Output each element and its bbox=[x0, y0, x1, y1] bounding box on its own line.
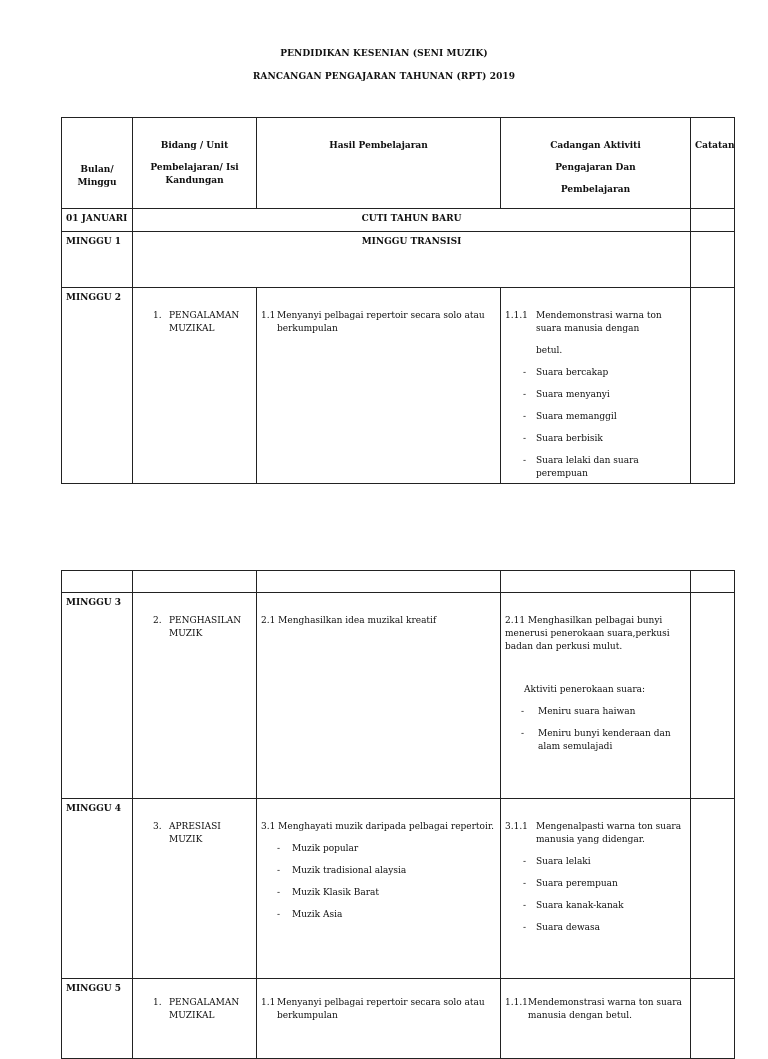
table-blank-row bbox=[62, 571, 735, 593]
holiday-note: CUTI TAHUN BARU bbox=[133, 209, 691, 232]
list-item: - Suara lelaki bbox=[523, 857, 591, 867]
catatan-cell bbox=[691, 232, 735, 288]
list-item: - Muzik popular bbox=[277, 844, 359, 854]
catatan-cell bbox=[691, 593, 735, 799]
list-item: - Meniru bunyi kenderaan dan alam semulajadi bbox=[521, 729, 671, 752]
header-hasil-pembelajaran: Hasil Pembelajaran bbox=[257, 118, 501, 209]
list-item: - Suara menyanyi bbox=[523, 390, 610, 400]
catatan-cell bbox=[691, 209, 735, 232]
rpt-table-page-2 bbox=[61, 570, 735, 1059]
list-item: - Suara lelaki dan suara perempuan bbox=[523, 456, 639, 479]
list-item: - Suara dewasa bbox=[523, 923, 600, 933]
unit-cell: 3. APRESIASI MUZIK bbox=[133, 799, 257, 979]
hasil-cell: 2.1 Menghasilkan idea muzikal kreatif bbox=[257, 593, 501, 799]
rpt-table-page-1 bbox=[61, 117, 735, 484]
aktiviti-cell: 1.1.1 Mendemonstrasi warna ton suara manusia dengan betul. - Suara bercakap - Suara menyanyi - Suara memanggil - Suara berbisik - Suara lelaki dan suara perempuan bbox=[501, 288, 691, 484]
table-row bbox=[62, 209, 735, 232]
table-row bbox=[62, 593, 735, 799]
week-cell: MINGGU 1 bbox=[62, 232, 133, 288]
transition-note: MINGGU TRANSISI bbox=[133, 232, 691, 288]
unit-cell: 2. PENGHASILAN MUZIK bbox=[133, 593, 257, 799]
catatan-cell bbox=[691, 799, 735, 979]
week-cell: MINGGU 4 bbox=[62, 799, 133, 979]
header-bulan-minggu: Bulan/ Minggu bbox=[62, 118, 133, 209]
list-item: - Muzik Asia bbox=[277, 910, 343, 920]
table-row bbox=[62, 288, 735, 484]
table-row bbox=[62, 979, 735, 1059]
header-catatan: Catatan bbox=[691, 118, 735, 209]
aktiviti-cell: 1.1.1 Mendemonstrasi warna ton suara manusia dengan betul. bbox=[501, 979, 691, 1059]
table-row bbox=[62, 799, 735, 979]
table-header-row bbox=[62, 118, 735, 209]
aktiviti-cell: 3.1.1 Mengenalpasti warna ton suara manusia yang didengar. - Suara lelaki - Suara perempuan - Suara kanak-kanak - Suara dewasa bbox=[501, 799, 691, 979]
week-cell: MINGGU 3 bbox=[62, 593, 133, 799]
week-cell: 01 JANUARI bbox=[62, 209, 133, 232]
hasil-cell: 1.1 Menyanyi pelbagai repertoir secara solo atau berkumpulan bbox=[257, 979, 501, 1059]
header-cadangan-aktiviti: Cadangan Aktiviti Pengajaran Dan Pembelajaran bbox=[501, 118, 691, 209]
list-item: - Suara perempuan bbox=[523, 879, 618, 889]
week-cell: MINGGU 2 bbox=[62, 288, 133, 484]
list-item: - Suara bercakap bbox=[523, 368, 609, 378]
catatan-cell bbox=[691, 288, 735, 484]
unit-cell: 1. PENGALAMAN MUZIKAL bbox=[133, 288, 257, 484]
document-title: PENDIDIKAN KESENIAN (SENI MUZIK) bbox=[280, 49, 488, 59]
document-subtitle: RANCANGAN PENGAJARAN TAHUNAN (RPT) 2019 bbox=[252, 72, 516, 82]
unit-cell: 1. PENGALAMAN MUZIKAL bbox=[133, 979, 257, 1059]
header-bidang-unit: Bidang / Unit Pembelajaran/ Isi Kandungan bbox=[133, 118, 257, 209]
hasil-cell: 1.1 Menyanyi pelbagai repertoir secara solo atau berkumpulan bbox=[257, 288, 501, 484]
week-cell: MINGGU 5 bbox=[62, 979, 133, 1059]
aktiviti-cell: 2.11 Menghasilkan pelbagai bunyi menerusi penerokaan suara,perkusi badan dan perkusi mulut. Aktiviti penerokaan suara: - Meniru suara haiwan - Meniru bunyi kenderaan dan alam semulajadi bbox=[501, 593, 691, 799]
catatan-cell bbox=[691, 979, 735, 1059]
list-item: - Muzik Klasik Barat bbox=[277, 888, 379, 898]
list-item: - Suara kanak-kanak bbox=[523, 901, 624, 911]
hasil-cell: 3.1 Menghayati muzik daripada pelbagai repertoir. - Muzik popular - Muzik tradisional alaysia - Muzik Klasik Barat - Muzik Asia bbox=[257, 799, 501, 979]
list-item: - Meniru suara haiwan bbox=[521, 707, 636, 717]
table-row bbox=[62, 232, 735, 288]
list-item: - Suara berbisik bbox=[523, 434, 603, 444]
list-item: - Muzik tradisional alaysia bbox=[277, 866, 407, 876]
list-item: - Suara memanggil bbox=[523, 412, 617, 422]
